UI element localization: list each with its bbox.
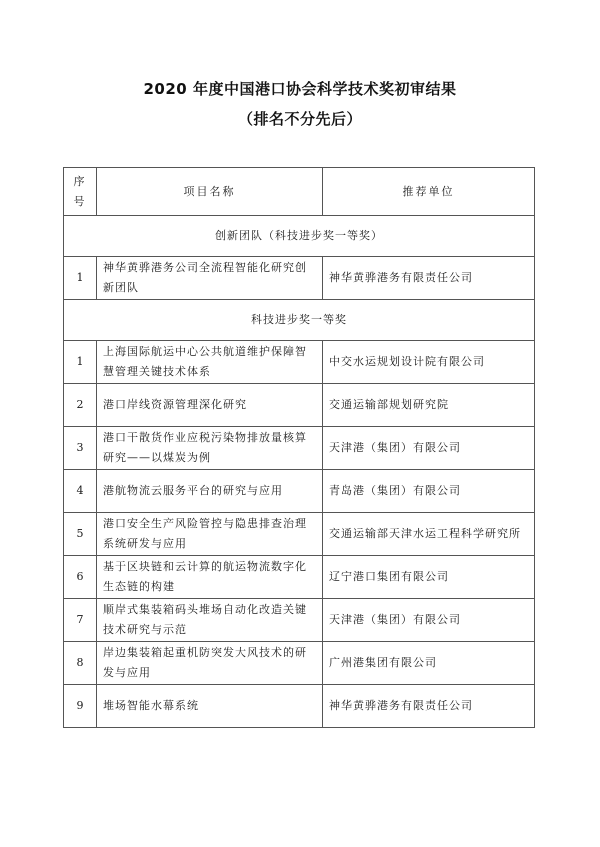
row-project-name: 港口安全生产风险管控与隐患排查治理系统研发与应用 (97, 513, 323, 556)
row-project-name: 港口岸线资源管理深化研究 (97, 384, 323, 427)
row-project-name: 顺岸式集装箱码头堆场自动化改造关键技术研究与示范 (97, 599, 323, 642)
row-recommending-unit: 天津港（集团）有限公司 (323, 427, 535, 470)
row-recommending-unit: 交通运输部规划研究院 (323, 384, 535, 427)
row-seq: 3 (64, 427, 97, 470)
table-row (64, 556, 535, 599)
section-row-innovation-team (64, 216, 535, 257)
row-recommending-unit: 青岛港（集团）有限公司 (323, 470, 535, 513)
header-unit: 推荐单位 (323, 168, 535, 216)
table-row (64, 599, 535, 642)
row-recommending-unit: 神华黄骅港务有限责任公司 (323, 685, 535, 728)
table-row (64, 384, 535, 427)
row-project-name: 神华黄骅港务公司全流程智能化研究创新团队 (97, 257, 323, 300)
table-row (64, 685, 535, 728)
row-seq: 9 (64, 685, 97, 728)
header-seq: 序号 (64, 168, 97, 216)
section-title: 科技进步奖一等奖 (64, 300, 535, 341)
row-seq: 5 (64, 513, 97, 556)
row-seq: 2 (64, 384, 97, 427)
table-row (64, 341, 535, 384)
row-recommending-unit: 广州港集团有限公司 (323, 642, 535, 685)
section-row-sci-tech-first-prize (64, 300, 535, 341)
document-title: 2020 年度中国港口协会科学技术奖初审结果 (143, 80, 457, 98)
row-seq: 8 (64, 642, 97, 685)
row-seq: 1 (64, 341, 97, 384)
row-project-name: 上海国际航运中心公共航道维护保障智慧管理关键技术体系 (97, 341, 323, 384)
row-recommending-unit: 天津港（集团）有限公司 (323, 599, 535, 642)
document-subtitle: （排名不分先后） (237, 110, 362, 128)
table-row (64, 470, 535, 513)
section-title: 创新团队（科技进步奖一等奖） (64, 216, 535, 257)
header-project: 项目名称 (97, 168, 323, 216)
row-project-name: 港口干散货作业应税污染物排放量核算研究——以煤炭为例 (97, 427, 323, 470)
table-row (64, 642, 535, 685)
table-row (64, 427, 535, 470)
row-recommending-unit: 辽宁港口集团有限公司 (323, 556, 535, 599)
table-row (64, 513, 535, 556)
row-seq: 7 (64, 599, 97, 642)
row-project-name: 岸边集装箱起重机防突发大风技术的研发与应用 (97, 642, 323, 685)
row-recommending-unit: 神华黄骅港务有限责任公司 (323, 257, 535, 300)
row-seq: 4 (64, 470, 97, 513)
row-seq: 6 (64, 556, 97, 599)
row-recommending-unit: 交通运输部天津水运工程科学研究所 (323, 513, 535, 556)
row-recommending-unit: 中交水运规划设计院有限公司 (323, 341, 535, 384)
award-results-table (63, 167, 535, 728)
table-row (64, 257, 535, 300)
row-seq: 1 (64, 257, 97, 300)
row-project-name: 基于区块链和云计算的航运物流数字化生态链的构建 (97, 556, 323, 599)
row-project-name: 堆场智能水幕系统 (97, 685, 323, 728)
table-header-row (64, 168, 535, 216)
row-project-name: 港航物流云服务平台的研究与应用 (97, 470, 323, 513)
